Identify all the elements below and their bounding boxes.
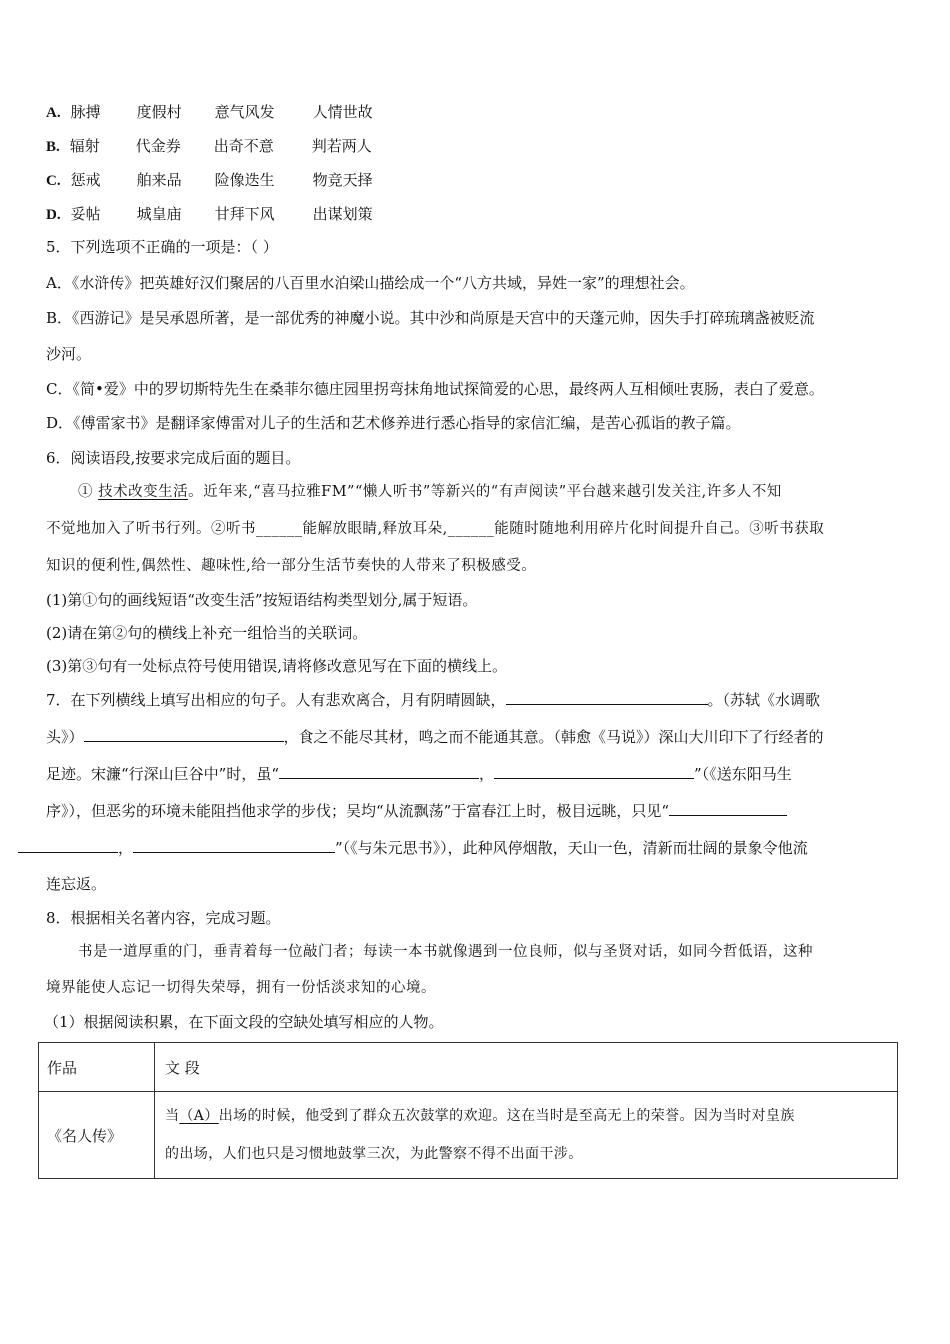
passage-line-2: 的出场，人们也只是习惯地鼓掌三次，为此警察不得不出面干涉。	[165, 1146, 583, 1162]
q6-passage-line-2: 不觉地加入了听书行列。②听书______能解放眼睛,释放耳朵,______能随时随地利用碎片化时间提升自己。③听书获取	[46, 521, 825, 537]
header-work: 作品	[39, 1043, 155, 1092]
passage-text: 出场的时候，他受到了群众五次鼓掌的欢迎。这在当时是至高无上的荣誉。因为当时对皇族	[218, 1108, 795, 1124]
q7-text: 7．在下列横线上填写出相应的句子。人有悲欢离合，月有阴晴圆缺，	[46, 691, 506, 709]
q8-passage-line-2: 境界能使人忘记一切得失荣辱，拥有一份恬淡求知的心境。	[46, 980, 436, 996]
table-header-row	[39, 1043, 898, 1092]
q8-sub-1: （1）根据阅读积累，在下面文段的空缺处填写相应的人物。	[44, 1013, 444, 1031]
q5-option-b-cont: 沙河。	[46, 345, 92, 363]
q5-stem: 5．下列选项不正确的一项是：（ ）	[46, 238, 278, 256]
option-word: 妥帖	[70, 205, 101, 223]
q8-passage-line-1: 书是一道厚重的门，垂青着每一位敲门者；每读一本书就像遇到一位良师，似与圣贤对话，如同今哲低语，这种	[78, 944, 813, 960]
option-word: 舶来品	[136, 171, 182, 189]
passage-text: ①	[78, 484, 99, 500]
option-word: 人情世故	[312, 103, 373, 121]
option-word: 代金券	[135, 137, 181, 155]
q7-text: ，	[479, 765, 495, 783]
q6-passage-line-1	[78, 482, 782, 502]
answer-blank[interactable]	[133, 837, 335, 853]
option-letter: B.	[46, 139, 60, 155]
q7-text: ”（《与朱元思书》），此种风停烟散，天山一色，清新而壮阔的景象令他流	[335, 839, 808, 857]
option-letter: A.	[46, 105, 61, 121]
q7-text: ”（《送东阳马生	[694, 765, 792, 783]
option-word: 判若两人	[311, 137, 372, 155]
option-d-row	[46, 204, 403, 225]
passage-text: 当	[165, 1108, 180, 1124]
option-a-row	[46, 102, 403, 123]
option-letter: C.	[46, 173, 61, 189]
q6-sub-2: (2)请在第②句的横线上补充一组恰当的关联词。	[46, 624, 368, 642]
header-passage: 文 段	[155, 1043, 898, 1092]
option-word: 度假村	[136, 103, 182, 121]
q7-line-6: 连忘返。	[46, 875, 107, 893]
option-word: 出奇不意	[213, 137, 274, 155]
q8-stem: 8．根据相关名著内容，完成习题。	[46, 909, 281, 927]
q7-line-5	[18, 837, 808, 858]
q6-passage-line-3: 知识的便利性,偶然性、趣味性,给一部分生活节奏快的人带来了积极感受。	[46, 558, 537, 574]
passage-line-1	[165, 1097, 896, 1135]
option-b-row	[46, 136, 402, 157]
option-word: 惩戒	[70, 171, 101, 189]
q5-option-b: B．《西游记》是吴承恩所著，是一部优秀的神魔小说。其中沙和尚原是天宫中的天蓬元帅，因失手打碎琉璃盏被贬流	[46, 309, 815, 327]
option-word: 脉搏	[70, 103, 101, 121]
option-word: 甘拜下风	[214, 205, 275, 223]
q7-text: ，	[118, 839, 134, 857]
answer-blank[interactable]	[84, 726, 284, 742]
option-word: 物竞天择	[312, 171, 373, 189]
q6-sub-1: (1)第①句的画线短语“改变生活”按短语结构类型划分,属于短语。	[46, 591, 478, 609]
q5-option-c: C．《简•爱》中的罗切斯特先生在桑菲尔德庄园里拐弯抹角地试探简爱的心思，最终两人互相倾吐衷肠，表白了爱意。	[46, 380, 824, 398]
option-word: 城皇庙	[136, 205, 182, 223]
q7-text: 序》），但恶劣的环境未能阻挡他求学的步伐；吴均“从流飘荡”于富春江上时，极目远眺，只见“	[46, 802, 670, 820]
q6-sub-3: (3)第③句有一处标点符号使用错误,请将修改意见写在下面的横线上。	[46, 657, 508, 675]
q7-line-1	[46, 689, 820, 710]
works-table	[38, 1042, 898, 1179]
q7-text: 。（苏轼《水调歌	[707, 691, 821, 709]
q7-text: 头》）	[46, 728, 84, 746]
table-row	[39, 1092, 898, 1179]
answer-blank[interactable]	[279, 763, 479, 779]
answer-blank[interactable]	[506, 689, 708, 705]
answer-blank[interactable]	[18, 837, 118, 853]
answer-blank[interactable]	[494, 763, 694, 779]
option-word: 险像迭生	[214, 171, 275, 189]
blank-a[interactable]: （A）	[179, 1108, 219, 1124]
option-c-row	[46, 170, 403, 191]
underlined-phrase: 技术改变生活	[98, 484, 189, 500]
answer-blank[interactable]	[669, 800, 787, 816]
q7-text: ，食之不能尽其材，鸣之而不能通其意。（韩愈《马说》）深山大川印下了行经者的	[283, 728, 824, 746]
work-title: 《名人传》	[39, 1092, 155, 1179]
option-letter: D.	[46, 207, 61, 223]
q7-text: 足迹。宋濂“行深山巨谷中”时，虽“	[46, 765, 280, 783]
q6-stem: 6．阅读语段,按要求完成后面的题目。	[46, 449, 301, 467]
option-word: 出谋划策	[312, 205, 373, 223]
q5-option-a: A．《水浒传》把英雄好汉们聚居的八百里水泊梁山描绘成一个“八方共域，异姓一家”的理想社会。	[46, 274, 695, 292]
passage-cell	[155, 1092, 898, 1179]
q7-line-3	[46, 763, 792, 784]
q5-option-d: D．《傅雷家书》是翻译家傅雷对儿子的生活和艺术修养进行悉心指导的家信汇编，是苦心孤诣的教子篇。	[46, 414, 741, 432]
option-word: 辐射	[69, 137, 100, 155]
passage-text: 。近年来,“喜马拉雅FM”“懒人听书”等新兴的“有声阅读”平台越来越引发关注,许多人不知	[188, 484, 782, 500]
option-word: 意气风发	[214, 103, 275, 121]
q7-line-2	[46, 726, 824, 747]
q7-line-4	[46, 800, 787, 821]
